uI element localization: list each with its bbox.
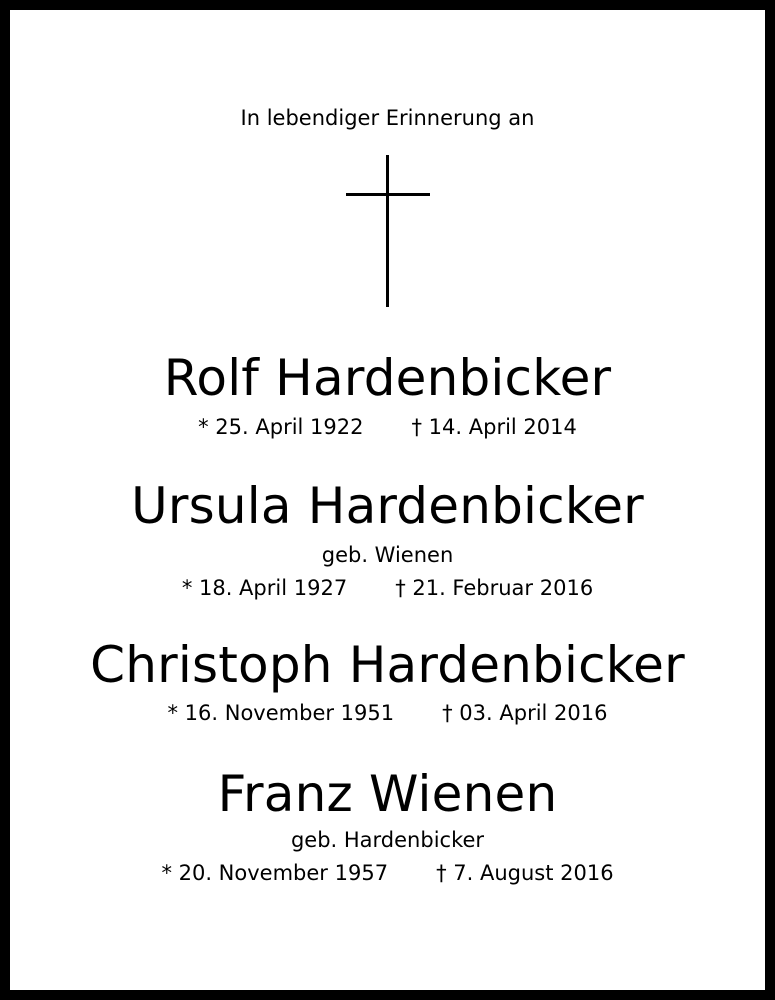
person-name-franz: Franz Wienen xyxy=(217,765,558,823)
death-date: † 14. April 2014 xyxy=(411,415,577,439)
person-dates-ursula xyxy=(10,574,765,602)
cross-icon xyxy=(346,155,430,307)
birth-date: * 16. November 1951 xyxy=(167,701,395,725)
intro-text: In lebendiger Erinnerung an xyxy=(240,106,535,130)
birth-date: * 18. April 1927 xyxy=(181,576,348,600)
death-date: † 03. April 2016 xyxy=(442,701,608,725)
cross-horizontal-bar xyxy=(346,193,430,196)
person-name-rolf: Rolf Hardenbicker xyxy=(163,349,612,407)
birth-date: * 20. November 1957 xyxy=(161,861,389,885)
person-dates-christoph xyxy=(10,699,765,727)
death-date: † 21. Februar 2016 xyxy=(395,576,594,600)
cross-vertical-bar xyxy=(386,155,389,307)
death-date: † 7. August 2016 xyxy=(436,861,614,885)
maiden-name-franz: geb. Hardenbicker xyxy=(290,828,485,852)
person-dates-rolf xyxy=(10,413,765,441)
person-name-christoph: Christoph Hardenbicker xyxy=(90,636,685,694)
person-name-ursula: Ursula Hardenbicker xyxy=(131,477,644,535)
birth-date: * 25. April 1922 xyxy=(198,415,364,439)
person-dates-franz xyxy=(10,859,765,887)
maiden-name-ursula: geb. Wienen xyxy=(321,543,454,567)
